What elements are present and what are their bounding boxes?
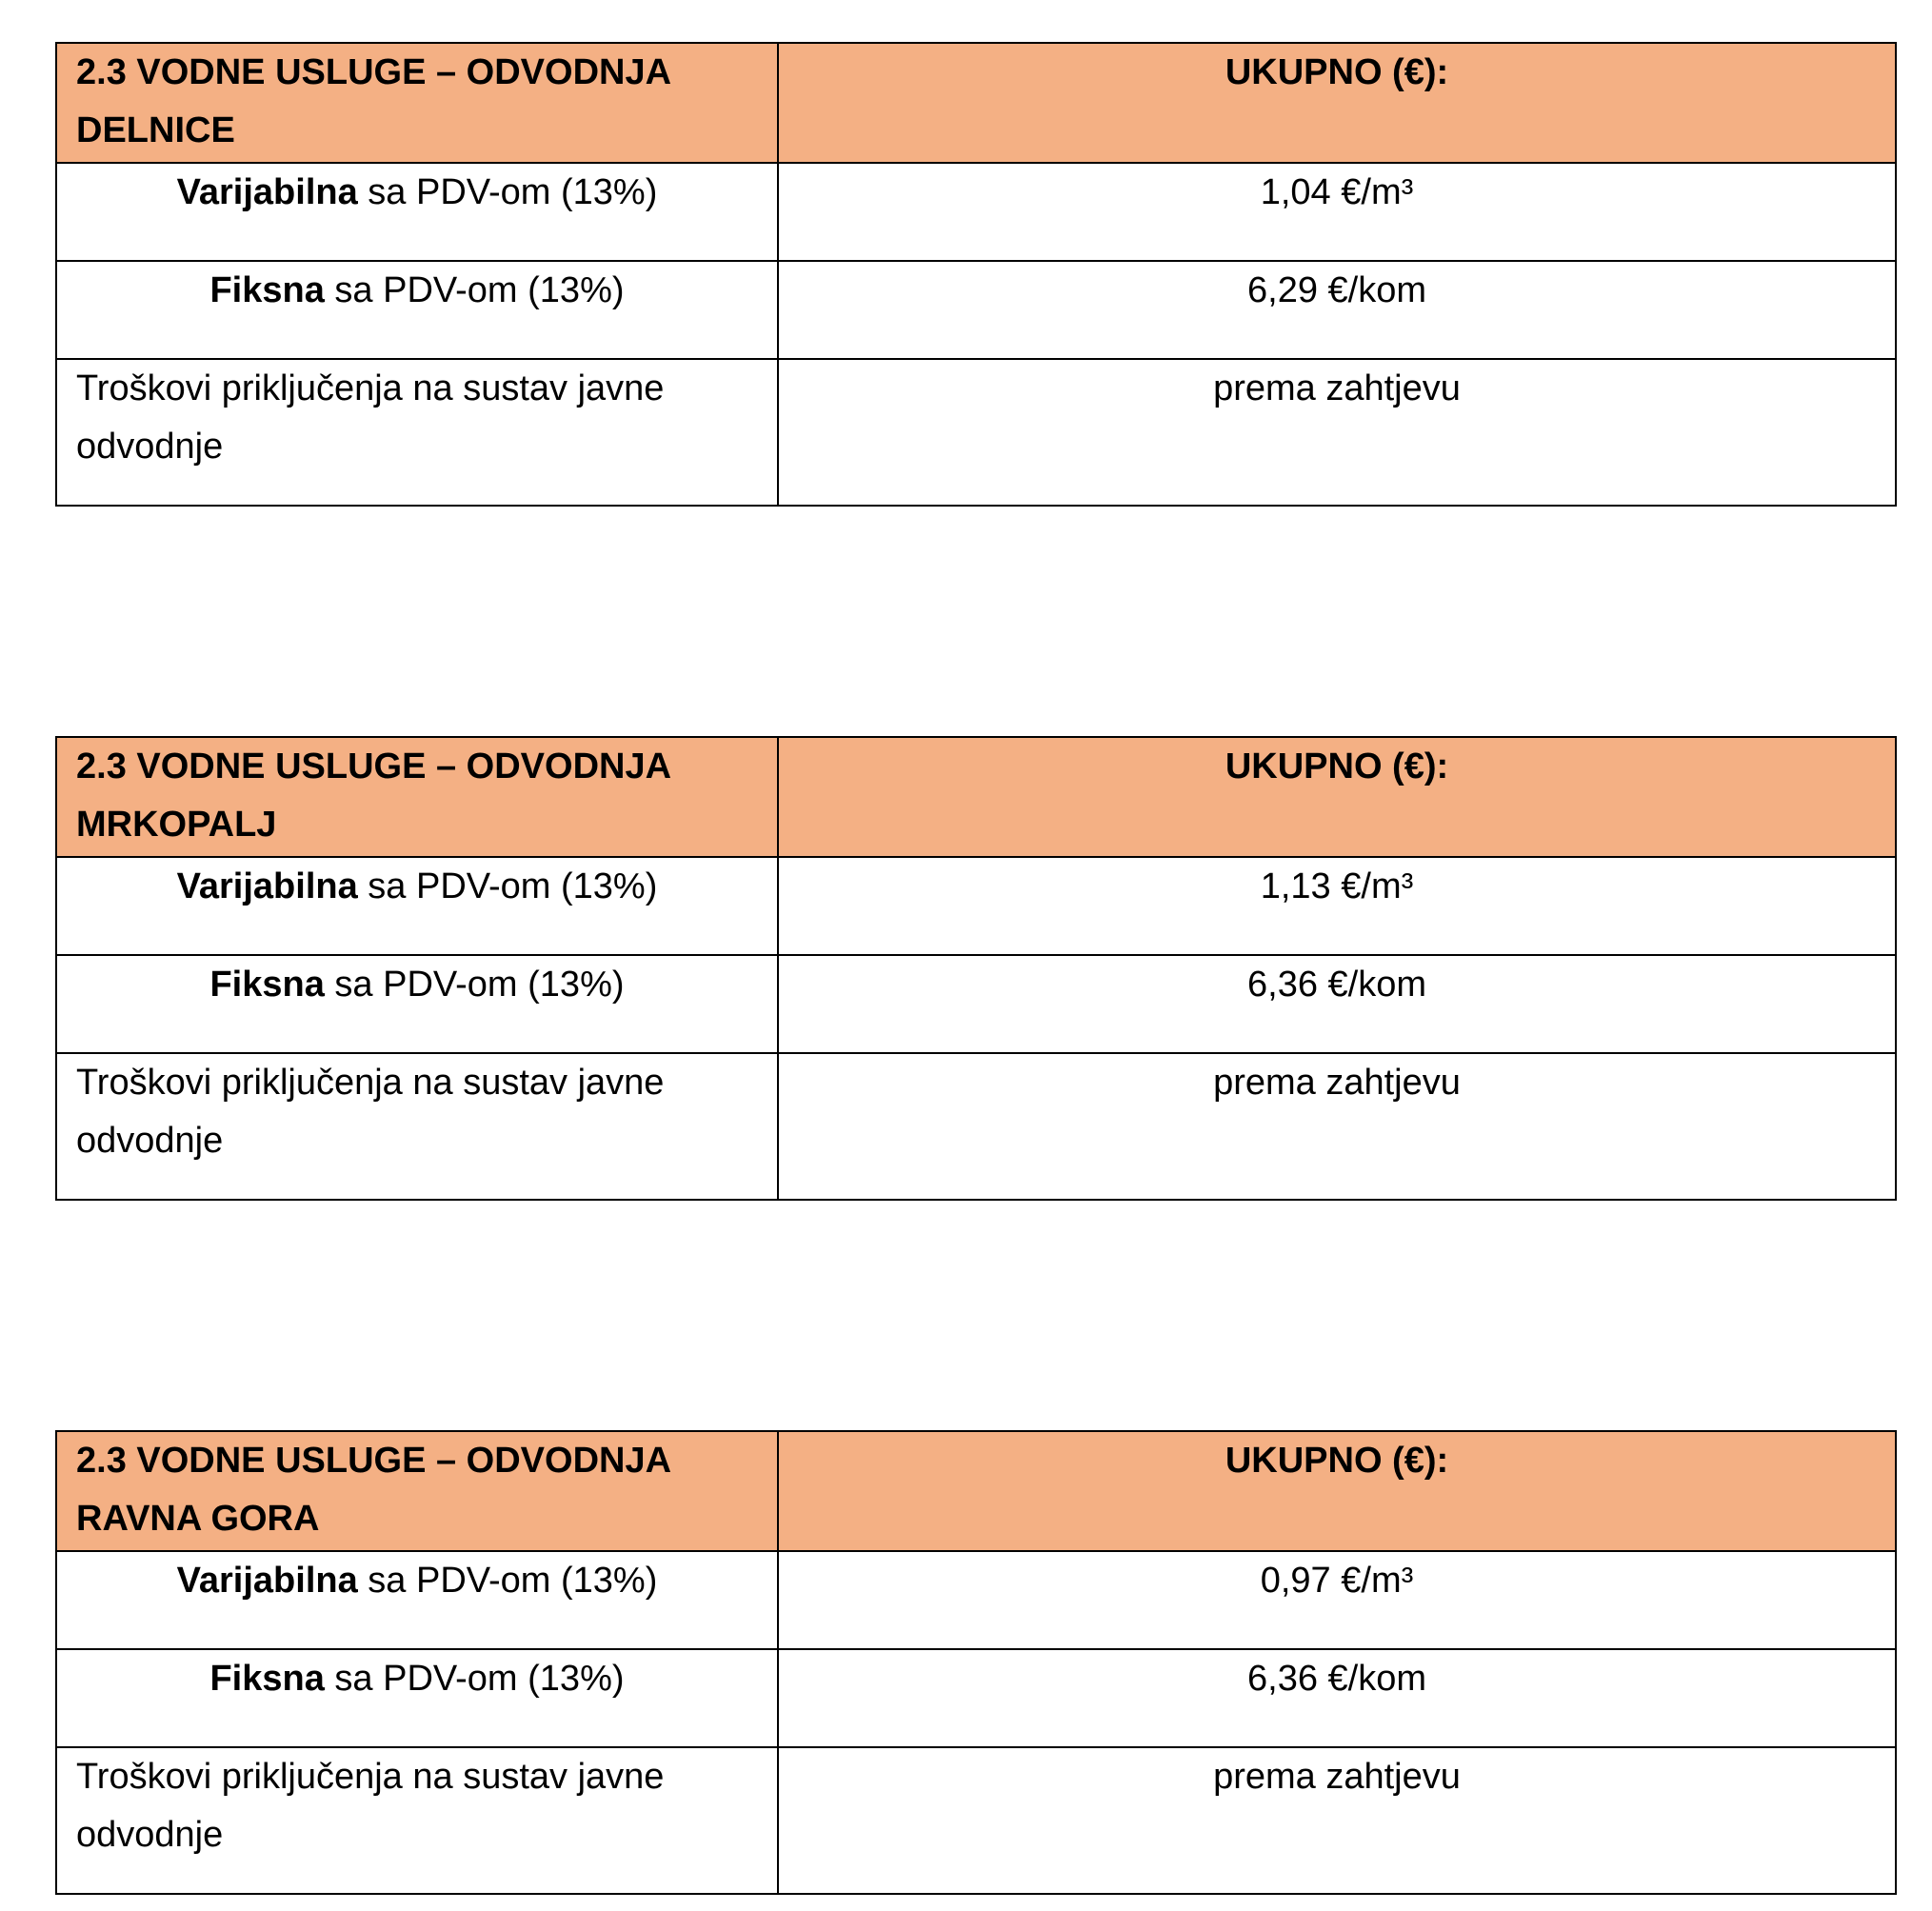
table-title-line1: 2.3 VODNE USLUGE – ODVODNJA: [76, 1441, 672, 1481]
connection-label-cell: Troškovi priključenja na sustav javne odvodnje: [56, 359, 778, 506]
variable-value-cell: 0,97 €/m³: [778, 1551, 1896, 1649]
total-header-cell: UKUPNO (€):: [778, 1431, 1896, 1551]
total-header-cell: UKUPNO (€):: [778, 737, 1896, 857]
fixed-label-bold: Fiksna: [209, 965, 325, 1005]
table-row-variable: [56, 1551, 1896, 1649]
table-title-line1: 2.3 VODNE USLUGE – ODVODNJA: [76, 746, 672, 786]
variable-label-rest: sa PDV-om (13%): [357, 866, 658, 906]
table-title-cell: [56, 43, 778, 163]
table-header-row: [56, 1431, 1896, 1551]
variable-label-rest: sa PDV-om (13%): [357, 1561, 658, 1601]
table-row-variable: [56, 857, 1896, 955]
fixed-label-bold: Fiksna: [209, 1659, 325, 1699]
variable-label-rest: sa PDV-om (13%): [357, 172, 658, 212]
variable-label-bold: Varijabilna: [176, 866, 358, 906]
table-header-row: [56, 737, 1896, 857]
table-row-fixed: [56, 955, 1896, 1053]
fixed-value-cell: 6,29 €/kom: [778, 261, 1896, 359]
fixed-value-cell: 6,36 €/kom: [778, 955, 1896, 1053]
fixed-value-cell: 6,36 €/kom: [778, 1649, 1896, 1747]
tariff-table-mrkopalj: [55, 736, 1897, 1201]
variable-value-cell: 1,04 €/m³: [778, 163, 1896, 261]
table-title-line1: 2.3 VODNE USLUGE – ODVODNJA: [76, 52, 672, 92]
connection-label-cell: Troškovi priključenja na sustav javne odvodnje: [56, 1053, 778, 1200]
table-row-connection: [56, 359, 1896, 506]
fixed-label-cell: [56, 955, 778, 1053]
connection-value-cell: prema zahtjevu: [778, 1747, 1896, 1894]
tariff-table-ravna-gora: [55, 1430, 1897, 1895]
table-row-connection: [56, 1747, 1896, 1894]
table-title-cell: [56, 1431, 778, 1551]
table-header-row: [56, 43, 1896, 163]
table-title-line2: RAVNA GORA: [76, 1499, 320, 1539]
table-title-line2: MRKOPALJ: [76, 805, 277, 845]
variable-label-cell: [56, 857, 778, 955]
table-row-connection: [56, 1053, 1896, 1200]
fixed-label-rest: sa PDV-om (13%): [324, 965, 625, 1005]
fixed-label-cell: [56, 261, 778, 359]
tariff-table-delnice: [55, 42, 1897, 507]
connection-value-cell: prema zahtjevu: [778, 359, 1896, 506]
variable-label-bold: Varijabilna: [176, 172, 358, 212]
fixed-label-cell: [56, 1649, 778, 1747]
fixed-label-rest: sa PDV-om (13%): [324, 270, 625, 310]
variable-label-cell: [56, 163, 778, 261]
variable-label-cell: [56, 1551, 778, 1649]
table-row-fixed: [56, 261, 1896, 359]
variable-label-bold: Varijabilna: [176, 1561, 358, 1601]
table-row-variable: [56, 163, 1896, 261]
table-row-fixed: [56, 1649, 1896, 1747]
variable-value-cell: 1,13 €/m³: [778, 857, 1896, 955]
connection-value-cell: prema zahtjevu: [778, 1053, 1896, 1200]
connection-label-cell: Troškovi priključenja na sustav javne odvodnje: [56, 1747, 778, 1894]
fixed-label-rest: sa PDV-om (13%): [324, 1659, 625, 1699]
fixed-label-bold: Fiksna: [209, 270, 325, 310]
table-title-cell: [56, 737, 778, 857]
total-header-cell: UKUPNO (€):: [778, 43, 1896, 163]
table-title-line2: DELNICE: [76, 110, 235, 150]
